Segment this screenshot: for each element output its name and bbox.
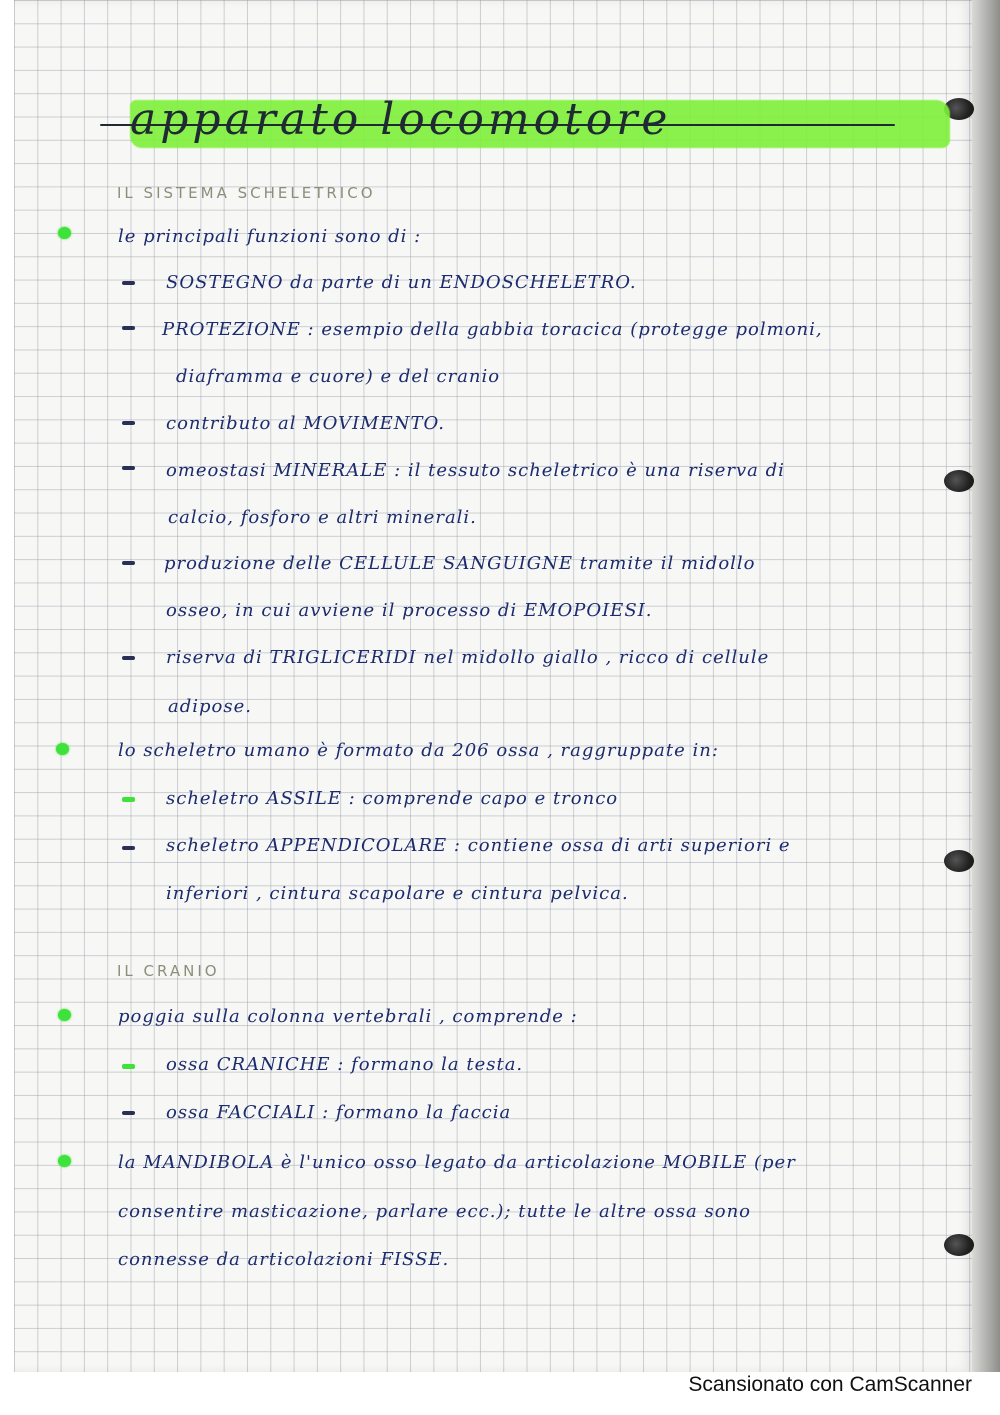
bullet-dot bbox=[58, 227, 71, 239]
text-line: consentire masticazione, parlare ecc.); tutte le altre ossa sono bbox=[118, 1201, 752, 1222]
text-line: omeostasi MINERALE : il tessuto scheletrico è una riserva di bbox=[166, 460, 785, 481]
text-line: lo scheletro umano è formato da 206 ossa , raggruppate in: bbox=[118, 740, 719, 761]
section-heading-skull: IL CRANIO bbox=[117, 962, 220, 980]
bullet-dot bbox=[58, 1155, 71, 1167]
text-line: connesse da articolazioni FISSE. bbox=[118, 1249, 450, 1270]
scanner-watermark: Scansionato con CamScanner bbox=[688, 1373, 972, 1396]
list-dash bbox=[122, 421, 135, 425]
list-dash bbox=[122, 797, 135, 802]
text-line: adipose. bbox=[168, 696, 252, 717]
list-dash bbox=[122, 846, 135, 850]
text-line: contributo al MOVIMENTO. bbox=[166, 413, 445, 434]
bullet-dot bbox=[56, 743, 69, 755]
text-line: la MANDIBOLA è l'unico osso legato da articolazione MOBILE (per bbox=[118, 1152, 796, 1173]
binder-ring-icon bbox=[944, 1234, 974, 1256]
binder-ring-icon bbox=[944, 850, 974, 872]
bullet-dot bbox=[58, 1009, 71, 1021]
text-line: poggia sulla colonna vertebrali , comprende : bbox=[118, 1006, 578, 1027]
text-line: diaframma e cuore) e del cranio bbox=[176, 366, 501, 387]
text-line: le principali funzioni sono di : bbox=[118, 226, 422, 247]
text-line: riserva di TRIGLICERIDI nel midollo giallo , ricco di cellule bbox=[166, 647, 770, 668]
section-heading-skeletal: IL SISTEMA SCHELETRICO bbox=[117, 184, 376, 202]
list-dash bbox=[122, 281, 135, 285]
page-edge bbox=[972, 0, 1000, 1372]
text-line: ossa CRANICHE : formano la testa. bbox=[166, 1054, 524, 1075]
list-dash bbox=[122, 1064, 135, 1069]
list-dash bbox=[122, 561, 135, 565]
binder-ring-icon bbox=[944, 470, 974, 492]
text-line: inferiori , cintura scapolare e cintura pelvica. bbox=[166, 883, 629, 904]
list-dash bbox=[122, 656, 135, 660]
text-line: produzione delle CELLULE SANGUIGNE tramite il midollo bbox=[164, 553, 756, 574]
list-dash bbox=[122, 326, 135, 330]
page-title bbox=[100, 92, 900, 160]
text-line: calcio, fosforo e altri minerali. bbox=[168, 507, 477, 528]
text-line: ossa FACCIALI : formano la faccia bbox=[166, 1102, 512, 1123]
text-line: PROTEZIONE : esempio della gabbia toracica (protegge polmoni, bbox=[162, 319, 823, 340]
text-line: SOSTEGNO da parte di un ENDOSCHELETRO. bbox=[166, 272, 637, 293]
list-dash bbox=[122, 466, 135, 470]
list-dash bbox=[122, 1111, 135, 1115]
text-line: osseo, in cui avviene il processo di EMOPOIESI. bbox=[166, 600, 653, 621]
text-line: scheletro APPENDICOLARE : contiene ossa di arti superiori e bbox=[166, 835, 791, 856]
title-text: apparato locomotore bbox=[130, 94, 672, 145]
text-line: scheletro ASSILE : comprende capo e tronco bbox=[166, 788, 619, 809]
